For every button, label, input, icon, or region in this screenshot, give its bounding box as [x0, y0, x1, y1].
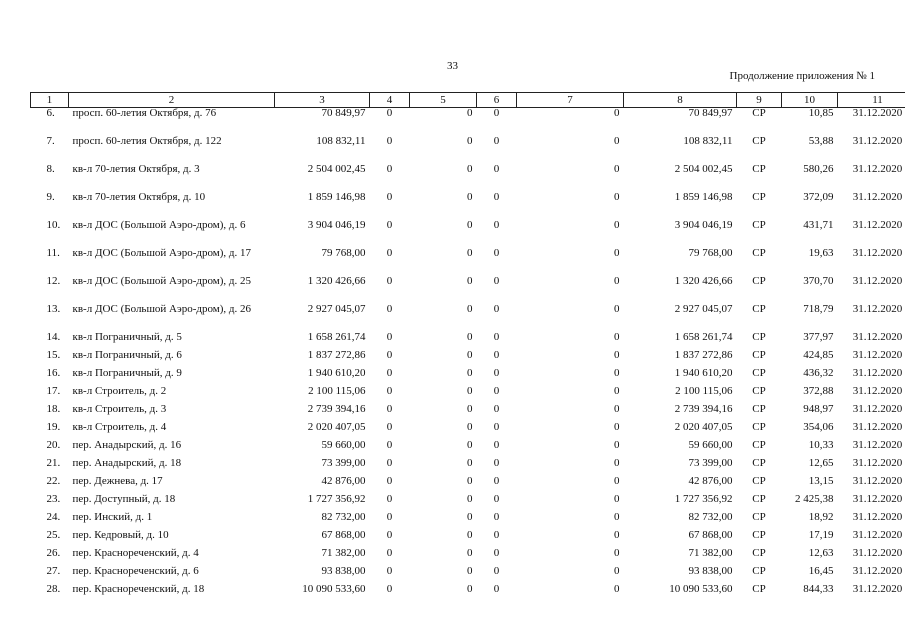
- row-number: 24.: [46, 511, 61, 523]
- value-cell: 0: [614, 421, 620, 433]
- address-cell: кв-л ДОС (Большой Аэро-дром), д. 6: [72, 219, 246, 231]
- area-cell: 10,33: [808, 439, 834, 451]
- continuation-note: Продолжение приложения № 1: [729, 70, 875, 82]
- date-cell: 31.12.2020: [852, 275, 903, 287]
- value-cell: 0: [493, 331, 500, 343]
- area-cell: 370,70: [803, 275, 834, 287]
- value-cell: 0: [467, 547, 473, 559]
- table-row: [31, 164, 905, 192]
- value-cell: 0: [614, 403, 620, 415]
- total-cell: 2 927 045,07: [674, 303, 733, 315]
- table-row: [31, 108, 905, 137]
- value-cell: 0: [614, 349, 620, 361]
- table-body: [31, 108, 905, 603]
- date-cell: 31.12.2020: [852, 493, 903, 505]
- address-cell: кв-л 70-летия Октября, д. 3: [72, 163, 200, 175]
- row-number: 27.: [46, 565, 61, 577]
- value-cell: 0: [467, 439, 473, 451]
- value-cell: 0: [614, 457, 620, 469]
- table-row: [31, 512, 905, 530]
- amount-cell: 70 849,97: [321, 107, 366, 119]
- date-cell: 31.12.2020: [852, 247, 903, 259]
- date-cell: 31.12.2020: [852, 191, 903, 203]
- date-cell: 31.12.2020: [852, 547, 903, 559]
- address-cell: просп. 60-летия Октября, д. 122: [72, 135, 222, 147]
- total-cell: 10 090 533,60: [669, 583, 733, 595]
- address-cell: пер. Инский, д. 1: [72, 511, 153, 523]
- value-cell: 0: [614, 303, 620, 315]
- amount-cell: 2 927 045,07: [307, 303, 366, 315]
- value-cell: 0: [386, 163, 393, 175]
- date-cell: 31.12.2020: [852, 439, 903, 451]
- value-cell: 0: [386, 439, 393, 451]
- date-cell: 31.12.2020: [852, 331, 903, 343]
- amount-cell: 1 859 146,98: [307, 191, 366, 203]
- source-cell: СР: [752, 493, 766, 505]
- date-cell: 31.12.2020: [852, 367, 903, 379]
- date-cell: 31.12.2020: [852, 385, 903, 397]
- address-cell: кв-л Пограничный, д. 9: [72, 367, 182, 379]
- row-number: 21.: [46, 457, 61, 469]
- date-cell: 31.12.2020: [852, 583, 903, 595]
- value-cell: 0: [493, 475, 500, 487]
- amount-cell: 1 320 426,66: [307, 275, 366, 287]
- source-cell: СР: [752, 547, 766, 559]
- value-cell: 0: [386, 403, 393, 415]
- table-row: [31, 422, 905, 440]
- row-number: 28.: [46, 583, 61, 595]
- date-cell: 31.12.2020: [852, 303, 903, 315]
- total-cell: 70 849,97: [688, 107, 733, 119]
- row-number: 20.: [46, 439, 61, 451]
- amount-cell: 10 090 533,60: [302, 583, 366, 595]
- value-cell: 0: [467, 219, 473, 231]
- value-cell: 0: [493, 385, 500, 397]
- total-cell: 1 658 261,74: [674, 331, 733, 343]
- amount-cell: 82 732,00: [321, 511, 366, 523]
- address-cell: пер. Краснореченский, д. 4: [72, 547, 199, 559]
- address-cell: просп. 60-летия Октября, д. 76: [72, 107, 217, 119]
- address-cell: пер. Кедровый, д. 10: [72, 529, 169, 541]
- source-cell: СР: [752, 511, 766, 523]
- table-row: [31, 192, 905, 220]
- row-number: 14.: [46, 331, 61, 343]
- value-cell: 0: [386, 511, 393, 523]
- total-cell: 73 399,00: [688, 457, 733, 469]
- value-cell: 0: [386, 135, 393, 147]
- value-cell: 0: [614, 475, 620, 487]
- date-cell: 31.12.2020: [852, 565, 903, 577]
- date-cell: 31.12.2020: [852, 349, 903, 361]
- total-cell: 2 739 394,16: [674, 403, 733, 415]
- source-cell: СР: [752, 107, 766, 119]
- source-cell: СР: [752, 219, 766, 231]
- address-cell: кв-л Строитель, д. 3: [72, 403, 167, 415]
- value-cell: 0: [386, 331, 393, 343]
- value-cell: 0: [614, 439, 620, 451]
- source-cell: СР: [752, 529, 766, 541]
- value-cell: 0: [467, 493, 473, 505]
- address-cell: кв-л Пограничный, д. 5: [72, 331, 182, 343]
- area-cell: 844,33: [803, 583, 834, 595]
- column-header: 1: [31, 93, 69, 108]
- row-number: 18.: [46, 403, 61, 415]
- value-cell: 0: [493, 303, 500, 315]
- area-cell: 424,85: [803, 349, 834, 361]
- value-cell: 0: [493, 135, 500, 147]
- address-cell: кв-л Строитель, д. 2: [72, 385, 167, 397]
- amount-cell: 93 838,00: [321, 565, 366, 577]
- row-number: 11.: [46, 247, 60, 259]
- table-row: [31, 458, 905, 476]
- column-header: 8: [624, 93, 737, 108]
- value-cell: 0: [614, 529, 620, 541]
- table-header-row: [31, 93, 905, 108]
- table-row: [31, 332, 905, 350]
- area-cell: 354,06: [803, 421, 834, 433]
- amount-cell: 108 832,11: [316, 135, 366, 147]
- address-cell: пер. Анадырский, д. 18: [72, 457, 182, 469]
- table-row: [31, 304, 905, 332]
- value-cell: 0: [493, 163, 500, 175]
- address-cell: кв-л ДОС (Большой Аэро-дром), д. 25: [72, 275, 251, 287]
- column-header: 4: [370, 93, 410, 108]
- column-header: 2: [69, 93, 275, 108]
- value-cell: 0: [386, 191, 393, 203]
- value-cell: 0: [614, 565, 620, 577]
- value-cell: 0: [467, 583, 473, 595]
- date-cell: 31.12.2020: [852, 107, 903, 119]
- row-number: 10.: [46, 219, 61, 231]
- area-cell: 2 425,38: [795, 493, 834, 505]
- total-cell: 1 727 356,92: [674, 493, 733, 505]
- total-cell: 59 660,00: [688, 439, 733, 451]
- row-number: 6.: [46, 107, 55, 119]
- value-cell: 0: [467, 421, 473, 433]
- value-cell: 0: [467, 331, 473, 343]
- table-row: [31, 548, 905, 566]
- table-row: [31, 248, 905, 276]
- value-cell: 0: [493, 191, 500, 203]
- source-cell: СР: [752, 303, 766, 315]
- area-cell: 718,79: [803, 303, 834, 315]
- value-cell: 0: [386, 219, 393, 231]
- address-cell: пер. Анадырский, д. 16: [72, 439, 182, 451]
- row-number: 7.: [46, 135, 55, 147]
- total-cell: 82 732,00: [688, 511, 733, 523]
- value-cell: 0: [467, 529, 473, 541]
- value-cell: 0: [386, 457, 393, 469]
- row-number: 19.: [46, 421, 61, 433]
- value-cell: 0: [493, 457, 500, 469]
- table-row: [31, 350, 905, 368]
- address-cell: кв-л Строитель, д. 4: [72, 421, 167, 433]
- date-cell: 31.12.2020: [852, 135, 903, 147]
- value-cell: 0: [614, 367, 620, 379]
- value-cell: 0: [467, 367, 473, 379]
- source-cell: СР: [752, 275, 766, 287]
- value-cell: 0: [614, 493, 620, 505]
- area-cell: 372,09: [803, 191, 834, 203]
- date-cell: 31.12.2020: [852, 163, 903, 175]
- total-cell: 71 382,00: [688, 547, 733, 559]
- total-cell: 2 100 115,06: [675, 385, 733, 397]
- column-header: 5: [410, 93, 477, 108]
- area-cell: 18,92: [808, 511, 834, 523]
- amount-cell: 2 020 407,05: [307, 421, 366, 433]
- value-cell: 0: [614, 219, 620, 231]
- area-cell: 16,45: [808, 565, 834, 577]
- amount-cell: 71 382,00: [321, 547, 366, 559]
- date-cell: 31.12.2020: [852, 475, 903, 487]
- value-cell: 0: [386, 475, 393, 487]
- row-number: 13.: [46, 303, 61, 315]
- value-cell: 0: [386, 547, 393, 559]
- table-row: [31, 566, 905, 584]
- source-cell: СР: [752, 163, 766, 175]
- value-cell: 0: [493, 583, 500, 595]
- value-cell: 0: [493, 493, 500, 505]
- page-number: 33: [447, 60, 458, 72]
- address-cell: кв-л ДОС (Большой Аэро-дром), д. 17: [72, 247, 251, 259]
- column-header: 9: [737, 93, 782, 108]
- appendix-table: [30, 92, 905, 602]
- row-number: 16.: [46, 367, 61, 379]
- area-cell: 12,65: [808, 457, 834, 469]
- value-cell: 0: [614, 583, 620, 595]
- address-cell: кв-л Пограничный, д. 6: [72, 349, 182, 361]
- value-cell: 0: [386, 583, 393, 595]
- column-header: 7: [517, 93, 624, 108]
- value-cell: 0: [493, 439, 500, 451]
- value-cell: 0: [614, 247, 620, 259]
- amount-cell: 67 868,00: [321, 529, 366, 541]
- value-cell: 0: [493, 565, 500, 577]
- date-cell: 31.12.2020: [852, 529, 903, 541]
- amount-cell: 79 768,00: [321, 247, 366, 259]
- value-cell: 0: [467, 135, 473, 147]
- value-cell: 0: [386, 385, 393, 397]
- amount-cell: 73 399,00: [321, 457, 366, 469]
- table-row: [31, 368, 905, 386]
- column-header: 10: [782, 93, 838, 108]
- source-cell: СР: [752, 385, 766, 397]
- value-cell: 0: [467, 163, 473, 175]
- value-cell: 0: [614, 163, 620, 175]
- area-cell: 17,19: [808, 529, 834, 541]
- address-cell: пер. Краснореченский, д. 6: [72, 565, 199, 577]
- area-cell: 436,32: [803, 367, 834, 379]
- value-cell: 0: [614, 135, 620, 147]
- source-cell: СР: [752, 331, 766, 343]
- source-cell: СР: [752, 367, 766, 379]
- total-cell: 1 859 146,98: [674, 191, 733, 203]
- value-cell: 0: [614, 107, 620, 119]
- row-number: 22.: [46, 475, 61, 487]
- source-cell: СР: [752, 247, 766, 259]
- total-cell: 3 904 046,19: [674, 219, 733, 231]
- value-cell: 0: [467, 475, 473, 487]
- address-cell: пер. Краснореченский, д. 18: [72, 583, 205, 595]
- table-row: [31, 584, 905, 602]
- table-row: [31, 404, 905, 422]
- value-cell: 0: [386, 303, 393, 315]
- amount-cell: 2 100 115,06: [308, 385, 366, 397]
- amount-cell: 1 837 272,86: [307, 349, 366, 361]
- area-cell: 12,63: [808, 547, 834, 559]
- row-number: 17.: [46, 385, 61, 397]
- address-cell: кв-л ДОС (Большой Аэро-дром), д. 26: [72, 303, 251, 315]
- area-cell: 10,85: [808, 107, 834, 119]
- value-cell: 0: [614, 547, 620, 559]
- value-cell: 0: [493, 511, 500, 523]
- value-cell: 0: [386, 349, 393, 361]
- value-cell: 0: [493, 349, 500, 361]
- value-cell: 0: [493, 219, 500, 231]
- table-row: [31, 440, 905, 458]
- value-cell: 0: [467, 303, 473, 315]
- value-cell: 0: [386, 565, 393, 577]
- address-cell: пер. Дежнева, д. 17: [72, 475, 163, 487]
- source-cell: СР: [752, 421, 766, 433]
- value-cell: 0: [493, 275, 500, 287]
- value-cell: 0: [493, 247, 500, 259]
- source-cell: СР: [752, 439, 766, 451]
- source-cell: СР: [752, 403, 766, 415]
- value-cell: 0: [386, 247, 393, 259]
- total-cell: 1 837 272,86: [674, 349, 733, 361]
- value-cell: 0: [493, 547, 500, 559]
- address-cell: кв-л 70-летия Октября, д. 10: [72, 191, 206, 203]
- table-row: [31, 530, 905, 548]
- value-cell: 0: [614, 385, 620, 397]
- value-cell: 0: [386, 529, 393, 541]
- column-header: 11: [838, 93, 905, 108]
- source-cell: СР: [752, 565, 766, 577]
- column-header: 6: [477, 93, 517, 108]
- total-cell: 93 838,00: [688, 565, 733, 577]
- value-cell: 0: [467, 191, 473, 203]
- date-cell: 31.12.2020: [852, 219, 903, 231]
- area-cell: 53,88: [808, 135, 834, 147]
- source-cell: СР: [752, 583, 766, 595]
- total-cell: 1 940 610,20: [674, 367, 733, 379]
- value-cell: 0: [467, 511, 473, 523]
- column-header: 3: [275, 93, 370, 108]
- row-number: 8.: [46, 163, 55, 175]
- value-cell: 0: [467, 247, 473, 259]
- amount-cell: 2 739 394,16: [307, 403, 366, 415]
- date-cell: 31.12.2020: [852, 457, 903, 469]
- table-row: [31, 136, 905, 164]
- table-row: [31, 276, 905, 304]
- value-cell: 0: [467, 107, 473, 119]
- value-cell: 0: [467, 385, 473, 397]
- source-cell: СР: [752, 457, 766, 469]
- area-cell: 377,97: [803, 331, 834, 343]
- value-cell: 0: [386, 275, 393, 287]
- source-cell: СР: [752, 475, 766, 487]
- value-cell: 0: [386, 421, 393, 433]
- amount-cell: 1 940 610,20: [307, 367, 366, 379]
- total-cell: 1 320 426,66: [674, 275, 733, 287]
- address-cell: пер. Доступный, д. 18: [72, 493, 176, 505]
- area-cell: 372,88: [803, 385, 834, 397]
- total-cell: 42 876,00: [688, 475, 733, 487]
- value-cell: 0: [614, 191, 620, 203]
- total-cell: 2 020 407,05: [674, 421, 733, 433]
- value-cell: 0: [467, 349, 473, 361]
- amount-cell: 1 658 261,74: [307, 331, 366, 343]
- value-cell: 0: [493, 421, 500, 433]
- value-cell: 0: [467, 565, 473, 577]
- row-number: 26.: [46, 547, 61, 559]
- value-cell: 0: [614, 275, 620, 287]
- amount-cell: 1 727 356,92: [307, 493, 366, 505]
- value-cell: 0: [493, 367, 500, 379]
- row-number: 15.: [46, 349, 61, 361]
- source-cell: СР: [752, 191, 766, 203]
- value-cell: 0: [386, 493, 393, 505]
- date-cell: 31.12.2020: [852, 403, 903, 415]
- table-row: [31, 386, 905, 404]
- source-cell: СР: [752, 135, 766, 147]
- row-number: 23.: [46, 493, 61, 505]
- area-cell: 13,15: [808, 475, 834, 487]
- value-cell: 0: [614, 331, 620, 343]
- total-cell: 108 832,11: [683, 135, 733, 147]
- table-row: [31, 220, 905, 248]
- value-cell: 0: [467, 403, 473, 415]
- row-number: 12.: [46, 275, 61, 287]
- value-cell: 0: [386, 367, 393, 379]
- total-cell: 79 768,00: [688, 247, 733, 259]
- amount-cell: 59 660,00: [321, 439, 366, 451]
- row-number: 25.: [46, 529, 61, 541]
- value-cell: 0: [493, 403, 500, 415]
- area-cell: 431,71: [803, 219, 834, 231]
- area-cell: 948,97: [803, 403, 834, 415]
- value-cell: 0: [467, 275, 473, 287]
- table-row: [31, 476, 905, 494]
- row-number: 9.: [46, 191, 55, 203]
- date-cell: 31.12.2020: [852, 511, 903, 523]
- value-cell: 0: [614, 511, 620, 523]
- value-cell: 0: [467, 457, 473, 469]
- table-row: [31, 494, 905, 512]
- amount-cell: 2 504 002,45: [307, 163, 366, 175]
- source-cell: СР: [752, 349, 766, 361]
- total-cell: 67 868,00: [688, 529, 733, 541]
- value-cell: 0: [386, 107, 393, 119]
- area-cell: 19,63: [808, 247, 834, 259]
- amount-cell: 42 876,00: [321, 475, 366, 487]
- value-cell: 0: [493, 529, 500, 541]
- value-cell: 0: [493, 107, 500, 119]
- area-cell: 580,26: [803, 163, 834, 175]
- amount-cell: 3 904 046,19: [307, 219, 366, 231]
- date-cell: 31.12.2020: [852, 421, 903, 433]
- total-cell: 2 504 002,45: [674, 163, 733, 175]
